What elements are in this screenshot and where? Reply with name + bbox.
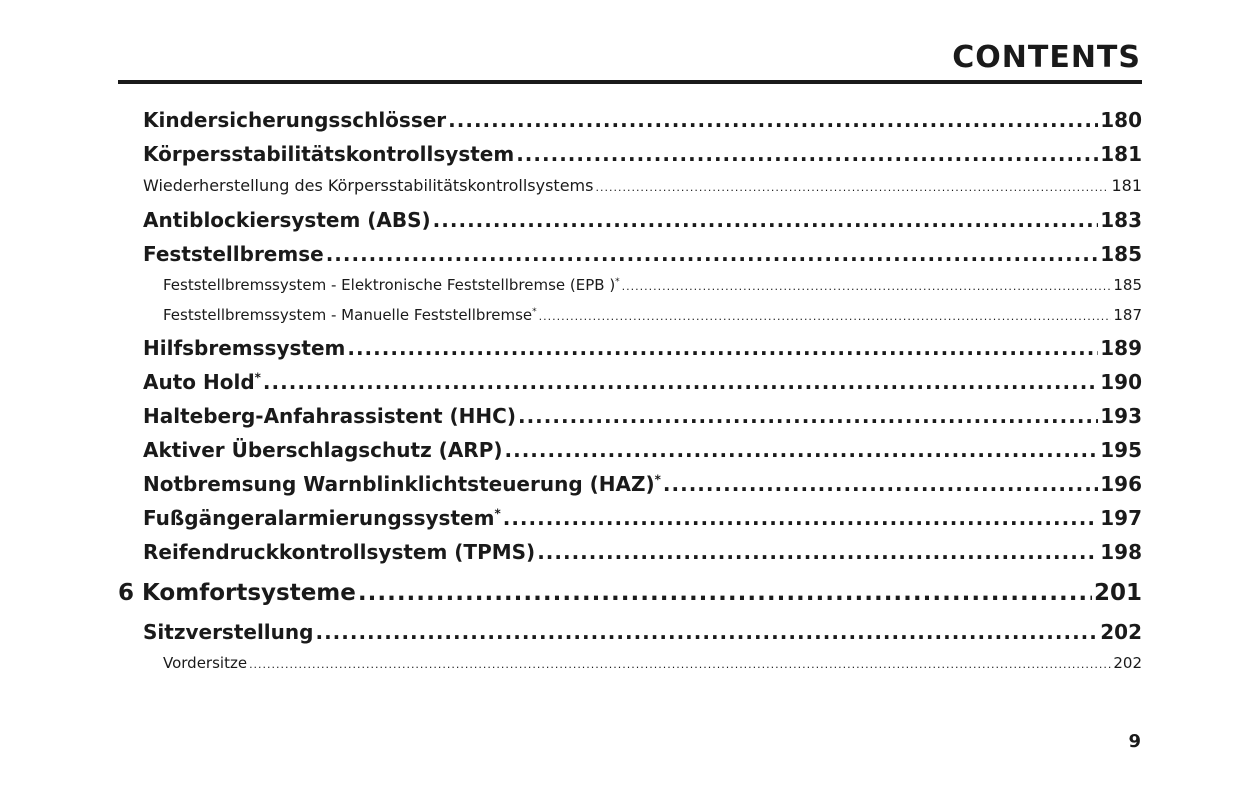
toc-entry[interactable] bbox=[118, 176, 1142, 208]
toc-entry-text: Aktiver Überschlagschutz (ARP) bbox=[143, 438, 503, 462]
toc-entry-text: Notbremsung Warnblinklichtsteuerung (HAZ) bbox=[143, 472, 655, 496]
toc-entry-page: 202 bbox=[1100, 620, 1142, 644]
toc-entry-text: 6 Komfortsysteme bbox=[118, 580, 356, 606]
toc-entry[interactable] bbox=[118, 472, 1142, 506]
toc-entry-text: Körpersstabilitätskontrollsystem bbox=[143, 142, 515, 166]
toc-entry-label bbox=[143, 506, 501, 530]
toc-entry-page: 195 bbox=[1100, 438, 1142, 462]
table-of-contents bbox=[118, 108, 1142, 684]
toc-entry-page: 197 bbox=[1100, 506, 1142, 530]
toc-entry-page: 181 bbox=[1100, 142, 1142, 166]
dot-leader bbox=[433, 208, 1099, 232]
toc-entry[interactable] bbox=[118, 276, 1142, 306]
toc-entry-text: Hilfsbremssystem bbox=[143, 336, 346, 360]
header-rule bbox=[118, 80, 1142, 84]
dot-leader bbox=[249, 658, 1111, 671]
toc-entry-label bbox=[143, 142, 514, 166]
footnote-asterisk: * bbox=[532, 307, 537, 317]
toc-entry-page: 198 bbox=[1100, 540, 1142, 564]
dot-leader bbox=[503, 506, 1099, 530]
toc-entry-label bbox=[143, 108, 446, 132]
toc-entry-label bbox=[143, 404, 516, 428]
dot-leader bbox=[326, 242, 1099, 266]
page-number: 9 bbox=[1128, 731, 1141, 752]
toc-entry-page: 189 bbox=[1100, 336, 1142, 360]
toc-entry-label bbox=[143, 620, 313, 644]
page-title: CONTENTS bbox=[952, 40, 1141, 75]
toc-entry[interactable] bbox=[118, 108, 1142, 142]
toc-entry[interactable] bbox=[118, 404, 1142, 438]
toc-entry-label bbox=[143, 370, 261, 394]
toc-entry-page: 196 bbox=[1100, 472, 1142, 496]
toc-entry-label bbox=[143, 176, 593, 195]
toc-entry-label bbox=[143, 242, 324, 266]
toc-entry-text: Wiederherstellung des Körpersstabilitätskontrollsystems bbox=[143, 176, 594, 195]
dot-leader bbox=[537, 540, 1098, 564]
toc-entry-text: Fußgängeralarmierungssystem bbox=[143, 506, 495, 530]
toc-entry-label bbox=[163, 276, 620, 294]
toc-entry-text: Feststellbremse bbox=[143, 242, 324, 266]
toc-entry-text: Feststellbremssystem - Manuelle Feststellbremse bbox=[163, 306, 533, 324]
dot-leader bbox=[518, 404, 1098, 428]
dot-leader bbox=[505, 438, 1099, 462]
dot-leader bbox=[595, 181, 1109, 194]
toc-entry-text: Reifendruckkontrollsystem (TPMS) bbox=[143, 540, 536, 564]
toc-entry-label bbox=[143, 540, 535, 564]
toc-entry-text: Halteberg-Anfahrassistent (HHC) bbox=[143, 404, 516, 428]
toc-entry-text: Antiblockiersystem (ABS) bbox=[143, 208, 431, 232]
toc-entry[interactable] bbox=[118, 142, 1142, 176]
dot-leader bbox=[263, 370, 1098, 394]
toc-entry-text: Feststellbremssystem - Elektronische Feststellbremse (EPB ) bbox=[163, 276, 616, 294]
toc-entry[interactable] bbox=[118, 580, 1142, 620]
toc-entry[interactable] bbox=[118, 620, 1142, 654]
toc-entry-label bbox=[143, 472, 661, 496]
toc-entry[interactable] bbox=[118, 208, 1142, 242]
toc-entry-label bbox=[143, 438, 503, 462]
toc-entry[interactable] bbox=[118, 540, 1142, 574]
toc-entry-page: 187 bbox=[1113, 306, 1142, 324]
toc-entry-page: 181 bbox=[1111, 176, 1142, 195]
toc-entry[interactable] bbox=[118, 336, 1142, 370]
dot-leader bbox=[516, 142, 1098, 166]
dot-leader bbox=[622, 280, 1112, 293]
toc-entry-page: 202 bbox=[1113, 654, 1142, 672]
toc-entry-label bbox=[118, 580, 356, 606]
dot-leader bbox=[347, 336, 1098, 360]
toc-entry[interactable] bbox=[118, 306, 1142, 336]
toc-entry-page: 201 bbox=[1093, 580, 1142, 606]
toc-entry-text: Sitzverstellung bbox=[143, 620, 314, 644]
footnote-asterisk: * bbox=[654, 472, 661, 487]
toc-entry-text: Auto Hold bbox=[143, 370, 255, 394]
toc-entry[interactable] bbox=[118, 370, 1142, 404]
toc-entry-text: Vordersitze bbox=[163, 654, 248, 672]
toc-entry-text: Kindersicherungsschlösser bbox=[143, 108, 447, 132]
footnote-asterisk: * bbox=[494, 506, 501, 521]
toc-entry-label bbox=[143, 208, 431, 232]
toc-entry[interactable] bbox=[118, 654, 1142, 684]
toc-entry[interactable] bbox=[118, 242, 1142, 276]
dot-leader bbox=[663, 472, 1098, 496]
toc-entry-label bbox=[163, 654, 247, 672]
footnote-asterisk: * bbox=[615, 277, 620, 287]
toc-entry[interactable] bbox=[118, 438, 1142, 472]
toc-entry-page: 190 bbox=[1100, 370, 1142, 394]
dot-leader bbox=[539, 310, 1112, 323]
toc-entry-label bbox=[163, 306, 537, 324]
dot-leader bbox=[315, 620, 1098, 644]
toc-entry-page: 180 bbox=[1100, 108, 1142, 132]
toc-entry-page: 185 bbox=[1100, 242, 1142, 266]
toc-entry[interactable] bbox=[118, 506, 1142, 540]
toc-entry-page: 193 bbox=[1100, 404, 1142, 428]
dot-leader bbox=[358, 580, 1092, 606]
dot-leader bbox=[448, 108, 1098, 132]
toc-entry-label bbox=[143, 336, 345, 360]
footnote-asterisk: * bbox=[254, 370, 261, 385]
toc-entry-page: 183 bbox=[1100, 208, 1142, 232]
toc-entry-page: 185 bbox=[1113, 276, 1142, 294]
